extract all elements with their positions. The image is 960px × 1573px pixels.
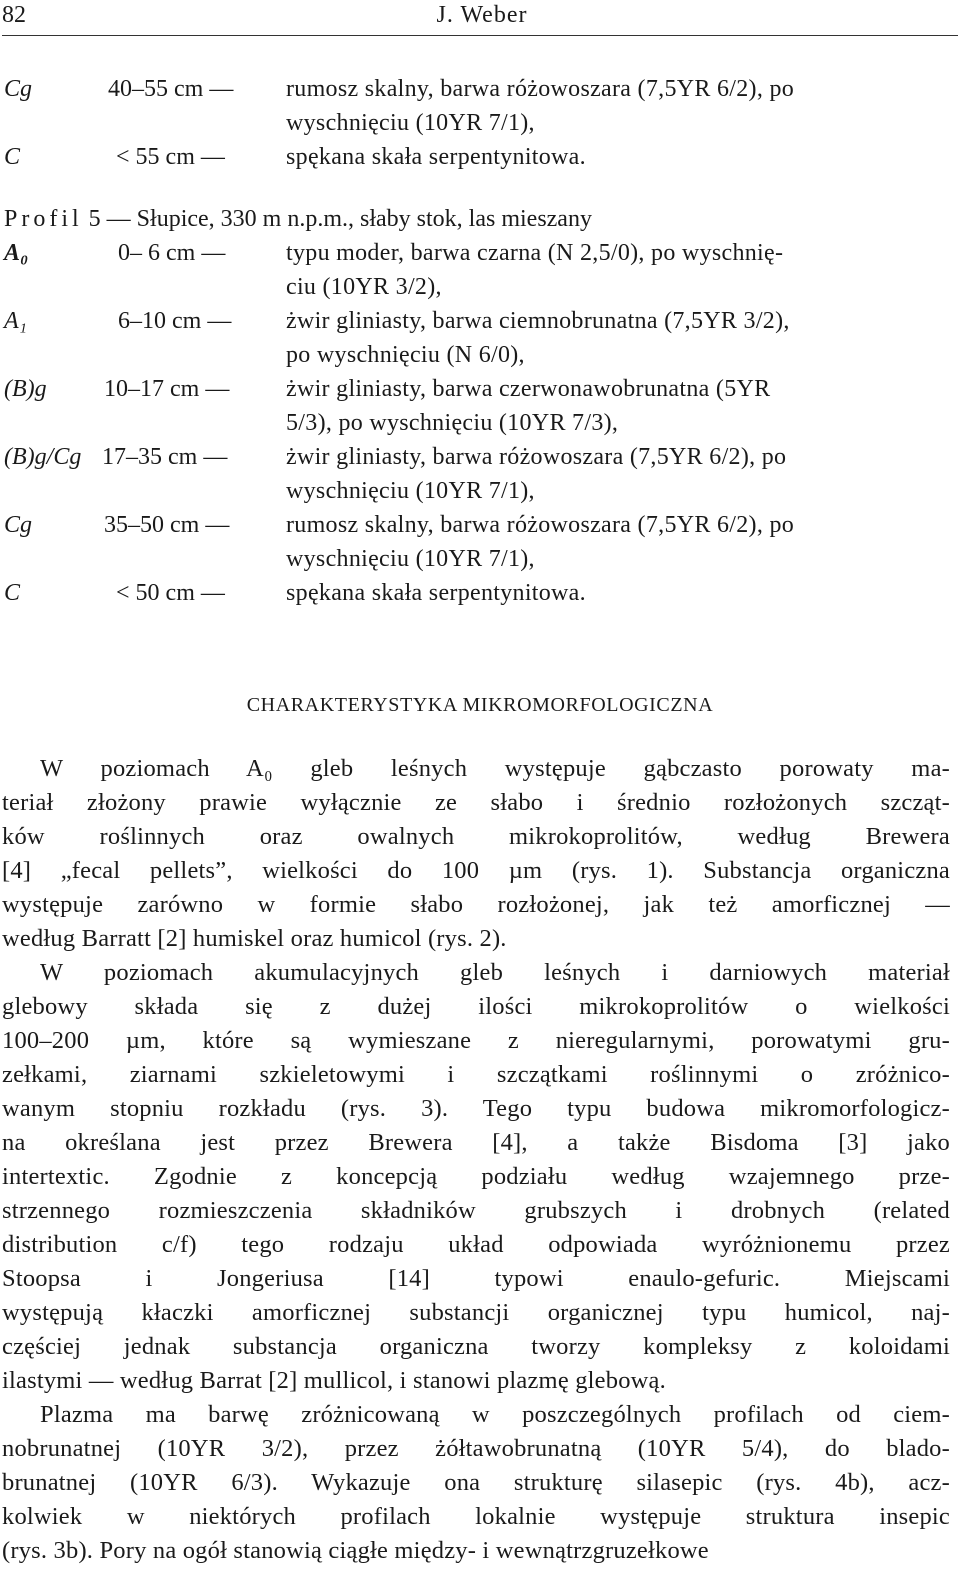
text-line: na określana jest przez Brewera [4], a także Bisdoma [3] jako [2,1129,950,1156]
horizon-depth: 0– 6 cm — [118,240,226,266]
text-line: (rys. 3b). Pory na ogół stanowią ciągłe między- i wewnątrzgruzełkowe [2,1537,709,1564]
horizon-depth: 6–10 cm — [118,308,232,334]
horizon-depth: 10–17 cm — [104,376,230,402]
text-line: glebowy składa się z dużej ilości mikrokoprolitów o wielkości [2,993,950,1020]
text-line: według Barratt [2] humiskel oraz humicol (rys. 2). [2,925,507,952]
profile-heading [4,202,592,236]
horizon-row [4,72,958,140]
horizon-description: spękana skała serpentynitowa. [286,580,586,606]
horizon-row [4,236,958,304]
section-title: CHARAKTERYSTYKA MIKROMORFOLOGICZNA [246,694,714,716]
paragraph [2,956,950,1398]
horizon-description: rumosz skalny, barwa różowoszara (7,5YR 6/2), po wyschnięciu (10YR 7/1), [286,76,795,136]
horizon-description: typu moder, barwa czarna (N 2,5/0), po wyschnię- ciu (10YR 3/2), [286,240,784,300]
horizon-symbol: C [4,144,21,170]
text-line: nobrunatnej (10YR 3/2), przez żółtawobrunatną (10YR 5/4), do blado- [2,1435,950,1462]
text-line: częściej jednak substancja organiczna tworzy kompleksy z koloidami [2,1333,950,1360]
paragraph [2,1398,950,1568]
text-line: zełkami, ziarnami szkieletowymi i szczątkami roślinnymi o zróżnico- [2,1061,950,1088]
horizon-row [4,140,958,174]
text-line: [4] „fecal pellets”, wielkości do 100 µm (rys. 1). Substancja organiczna [2,857,950,884]
profile-label: Profil [4,206,83,232]
paragraph [2,752,950,956]
horizon-symbol: A₀ [4,240,29,266]
horizon-description: spękana skała serpentynitowa. [286,144,586,170]
horizon-row [4,508,958,576]
horizon-symbol: Cg [4,76,33,102]
text-line: ilastymi — według Barrat [2] mullicol, i stanowi plazmę glebową. [2,1367,666,1394]
text-line: wanym stopniu rozkładu (rys. 3). Tego typu budowa mikromorfologicz- [2,1095,950,1122]
horizon-row [4,440,958,508]
horizon-row [4,576,958,610]
horizon-symbol: Cg [4,512,33,538]
horizon-row [4,372,958,440]
text-line: brunatnej (10YR 6/3). Wykazuje ona strukturę silasepic (rys. 4b), acz- [2,1469,950,1496]
horizon-symbol: (B)g/Cg [4,444,82,470]
text-line: występuje zarówno w formie słabo rozłożonej, jak też amorficznej — [2,891,950,918]
text-line: teriał złożony prawie wyłącznie ze słabo i średnio rozłożonych szcząt- [2,789,950,816]
page-number: 82 [2,2,26,28]
text-line: distribution c/f) tego rodzaju układ odpowiada wyróżnionemu przez [2,1231,950,1258]
horizon-symbol: C [4,580,21,606]
text-line: kolwiek w niektórych profilach lokalnie występuje struktura insepic [2,1503,950,1530]
text-line: W poziomach A₀ gleb leśnych występuje gąbczasto porowaty ma- [40,755,950,782]
text-line: występują kłaczki amorficznej substancji organicznej typu humicol, naj- [2,1299,950,1326]
horizon-depth: < 50 cm — [116,580,225,606]
text-line: intertextic. Zgodnie z koncepcją podziału według wzajemnego prze- [2,1163,950,1190]
page-header [2,2,960,32]
horizon-symbol: (B)g [4,376,47,402]
horizon-description: żwir gliniasty, barwa ciemnobrunatna (7,5YR 3/2), po wyschnięciu (N 6/0), [286,308,790,368]
profile-description: 5 — Słupice, 330 m n.p.m., słaby stok, las mieszany [88,206,592,232]
text-line: 100–200 µm, które są wymieszane z nieregularnymi, porowatymi gru- [2,1027,950,1054]
text-line: strzennego rozmieszczenia składników grubszych i drobnych (related [2,1197,950,1224]
horizon-symbol: A₁ [4,308,28,334]
horizon-depth: 40–55 cm — [108,76,234,102]
text-line: Stoopsa i Jongeriusa [14] typowi enaulo-gefuric. Miejscami [2,1265,950,1292]
running-head: J. Weber [436,2,528,28]
text-line: W poziomach akumulacyjnych gleb leśnych i darniowych materiał [40,959,950,986]
horizon-description: żwir gliniasty, barwa czerwonawobrunatna (5YR 5/3), po wyschnięciu (10YR 7/3), [286,376,771,436]
horizon-depth: 35–50 cm — [104,512,230,538]
horizon-row [4,304,958,372]
horizon-depth: 17–35 cm — [102,444,228,470]
horizon-description: rumosz skalny, barwa różowoszara (7,5YR 6/2), po wyschnięciu (10YR 7/1), [286,512,795,572]
text-line: ków roślinnych oraz owalnych mikrokoprolitów, według Brewera [2,823,950,850]
header-rule [2,35,958,36]
text-line: Plazma ma barwę zróżnicowaną w poszczególnych profilach od ciem- [40,1401,950,1428]
horizon-description: żwir gliniasty, barwa różowoszara (7,5YR 6/2), po wyschnięciu (10YR 7/1), [286,444,787,504]
horizon-depth: < 55 cm — [116,144,225,170]
